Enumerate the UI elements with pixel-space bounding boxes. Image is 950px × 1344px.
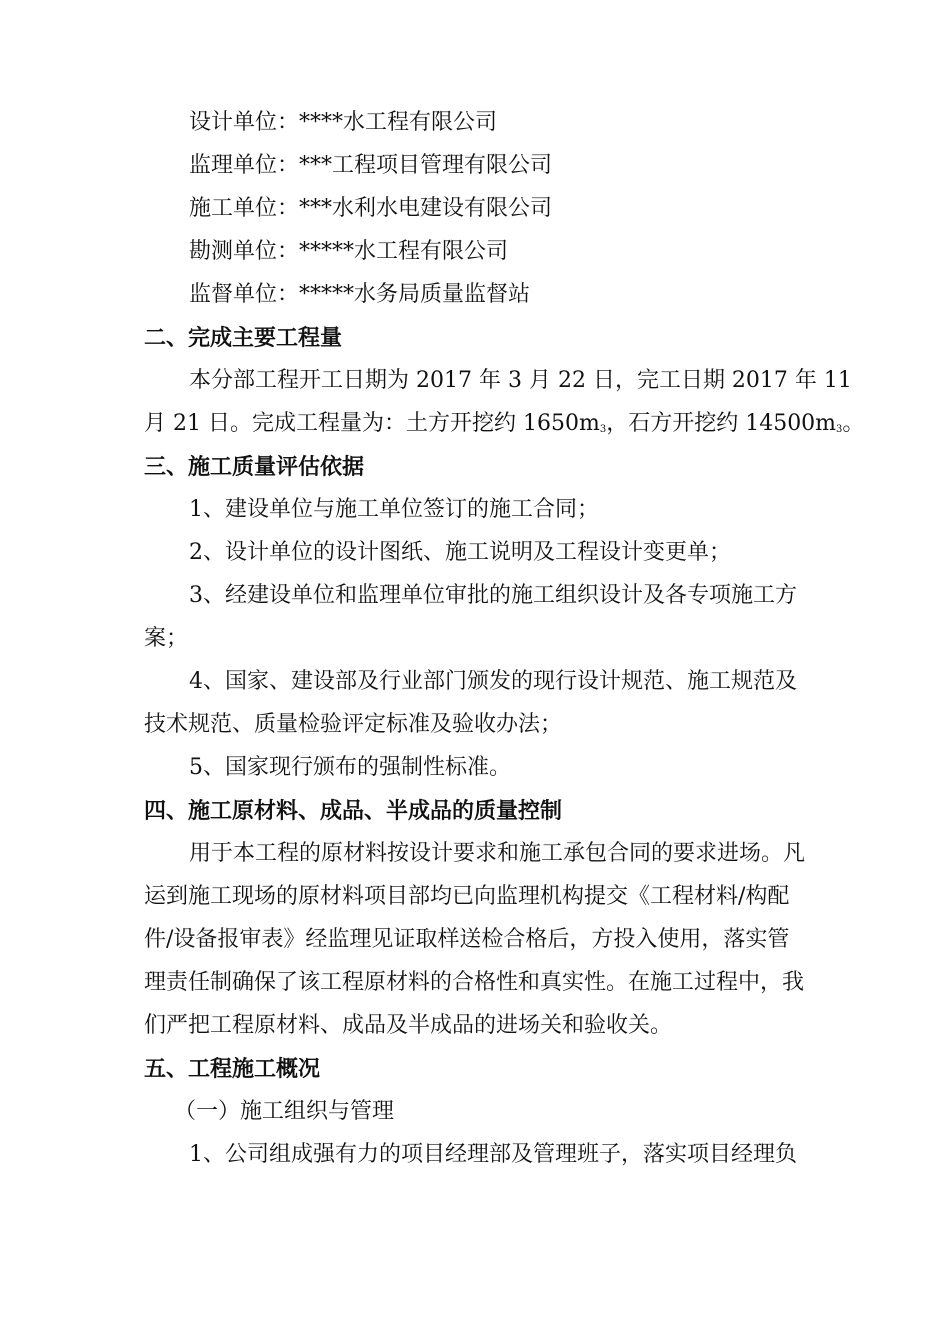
cubic-superscript: 3 xyxy=(836,424,843,435)
basis-item-4: 4、国家、建设部及行业部门颁发的现行设计规范、施工规范及 xyxy=(189,669,797,694)
materials-paragraph-line-5: 们严把工程原材料、成品及半成品的进场关和验收关。 xyxy=(144,1013,673,1038)
materials-paragraph-line-2: 运到施工现场的原材料项目部均已向监理机构提交《工程材料/构配 xyxy=(144,884,790,909)
section-5-heading: 五、工程施工概况 xyxy=(144,1056,321,1082)
basis-item-2: 2、设计单位的设计图纸、施工说明及工程设计变更单； xyxy=(189,540,731,565)
quantity-paragraph-line-2 xyxy=(144,409,864,445)
basis-item-1: 1、建设单位与施工单位签订的施工合同； xyxy=(189,497,599,522)
materials-paragraph-line-1: 用于本工程的原材料按设计要求和施工承包合同的要求进场。凡 xyxy=(189,841,806,866)
basis-item-3-cont: 案； xyxy=(144,626,189,651)
section-2-heading: 二、完成主要工程量 xyxy=(144,325,343,351)
sentence-end: 。 xyxy=(842,411,865,436)
subsection-heading: （一）施工组织与管理 xyxy=(174,1099,395,1124)
quantity-paragraph-line-1: 本分部工程开工日期为 2017 年 3 月 22 日，完工日期 2017 年 11 xyxy=(189,368,852,393)
section-4-heading: 四、施工原材料、成品、半成品的质量控制 xyxy=(144,798,563,824)
materials-paragraph-line-4: 理责任制确保了该工程原材料的合格性和真实性。在施工过程中，我 xyxy=(144,970,805,995)
organization-paragraph-line-1: 1、公司组成强有力的项目经理部及管理班子，落实项目经理负 xyxy=(189,1142,797,1167)
rockwork-text: ，石方开挖约 14500m xyxy=(606,411,837,436)
survey-unit-line: 勘测单位：*****水工程有限公司 xyxy=(189,239,509,264)
cubic-superscript: 3 xyxy=(599,424,607,435)
oversight-unit-line: 监督单位：*****水务局质量监督站 xyxy=(189,282,531,307)
construction-unit-line: 施工单位：***水利水电建设有限公司 xyxy=(189,196,553,221)
basis-item-4-cont: 技术规范、质量检验评定标准及验收办法； xyxy=(144,712,563,737)
design-unit-line: 设计单位：****水工程有限公司 xyxy=(189,110,498,135)
supervision-unit-line: 监理单位：***工程项目管理有限公司 xyxy=(189,153,553,178)
materials-paragraph-line-3: 件/设备报审表》经监理见证取样送检合格后，方投入使用，落实管 xyxy=(144,927,790,952)
section-3-heading: 三、施工质量评估依据 xyxy=(144,454,365,480)
earthwork-text: 月 21 日。完成工程量为：土方开挖约 1650m xyxy=(144,411,600,436)
basis-item-3: 3、经建设单位和监理单位审批的施工组织设计及各专项施工方 xyxy=(189,583,797,608)
basis-item-5: 5、国家现行颁布的强制性标准。 xyxy=(189,755,511,780)
